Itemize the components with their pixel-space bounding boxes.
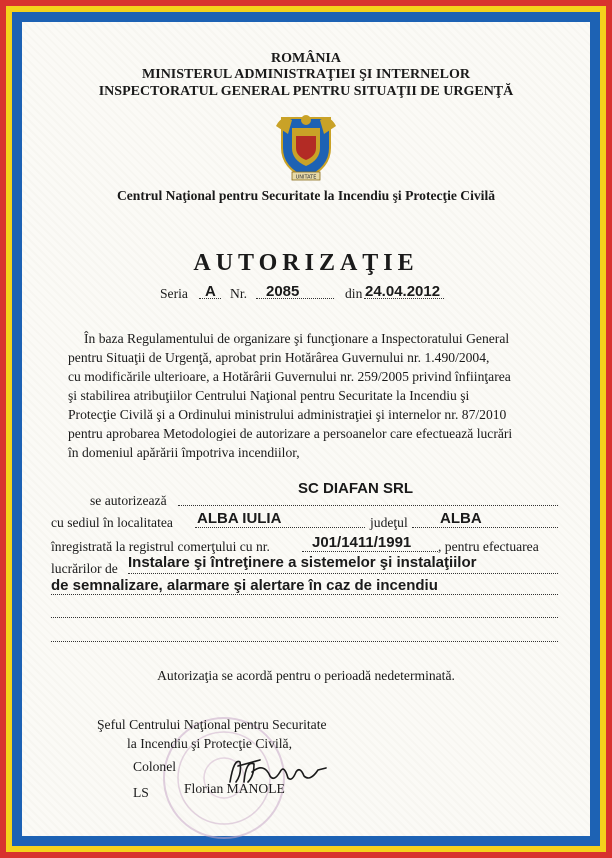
validity-text: Autorizaţia se acordă pentru o perioadă nedeterminată.	[157, 668, 455, 683]
authorized-label: se autorizează	[90, 493, 167, 508]
works-label: lucrărilor de	[51, 561, 118, 576]
works-dots-1	[128, 573, 558, 574]
date-value: 24.04.2012	[365, 283, 441, 300]
signature-ls: LS	[133, 785, 149, 800]
paragraph-line-7: în domeniul apărării împotriva incendiilor,	[68, 445, 300, 460]
seat-label: cu sediul în localitatea	[51, 515, 173, 530]
header-country: ROMÂNIA	[271, 51, 341, 66]
seria-value: A	[205, 283, 216, 300]
header-centre: Centrul Naţional pentru Securitate la Incendiu şi Protecţie Civilă	[116, 188, 496, 203]
header-inspectorate: INSPECTORATUL GENERAL PENTRU SITUAŢII DE URGENŢĂ	[98, 84, 514, 99]
paragraph-line-4: şi stabilirea atribuţiilor Centrului Naţional pentru Securitate la Incendiu şi	[68, 388, 470, 403]
blank-dots-3	[51, 617, 558, 618]
registry-dots	[302, 551, 438, 552]
signature-line-1: Şeful Centrului Naţional pentru Securitate	[97, 717, 327, 732]
works-dots-2	[51, 594, 558, 595]
paragraph-line-5: Protecţie Civilă şi a Ordinului ministrului administraţiei şi internelor nr. 87/2010	[68, 407, 507, 422]
registry-label: înregistrată la registrul comerţului cu nr.	[51, 539, 270, 554]
county-label: judeţul	[370, 515, 408, 530]
county-dots	[412, 527, 558, 528]
coat-of-arms-icon	[270, 104, 342, 184]
nr-value: 2085	[266, 283, 300, 300]
works-line-1: Instalare şi întreţinere a sistemelor şi instalaţiilor	[128, 554, 477, 571]
county-value: ALBA	[440, 510, 482, 527]
document-title: AUTORIZAŢIE	[193, 250, 419, 276]
paragraph-line-1: În baza Regulamentului de organizare şi funcţionare a Inspectoratului General	[84, 331, 510, 346]
purpose-label: , pentru efectuarea	[438, 539, 539, 554]
header-ministry: MINISTERUL ADMINISTRAŢIEI ŞI INTERNELOR	[142, 67, 470, 82]
blank-dots-4	[51, 641, 558, 642]
locality-value: ALBA IULIA	[197, 510, 282, 527]
locality-dots	[195, 527, 365, 528]
paragraph-line-2: pentru Situaţii de Urgenţă, aprobat prin Hotărârea Guvernului nr. 1.490/2004,	[68, 350, 490, 365]
nr-label: Nr.	[230, 286, 247, 301]
seria-label: Seria	[160, 286, 188, 301]
paragraph-line-3: cu modificările ulterioare, a Hotărârii Guvernului nr. 259/2005 privind înfiinţarea	[68, 369, 511, 384]
signatory-name: Florian MANOLE	[184, 781, 285, 796]
works-line-2: de semnalizare, alarmare şi alertare în caz de incendiu	[51, 577, 438, 594]
signature-rank: Colonel	[133, 759, 177, 774]
signature-line-2: la Incendiu şi Protecţie Civilă,	[127, 736, 292, 751]
handwritten-signature-icon	[224, 752, 334, 792]
company-dots	[178, 505, 558, 506]
din-label: din	[345, 286, 363, 301]
paragraph-line-6: pentru aprobarea Metodologiei de autorizare a persoanelor care efectuează lucrări	[68, 426, 513, 441]
coat-of-arms-motto: UNITATE	[295, 174, 317, 181]
registry-number: J01/1411/1991	[312, 534, 412, 551]
company-name: SC DIAFAN SRL	[298, 480, 414, 497]
